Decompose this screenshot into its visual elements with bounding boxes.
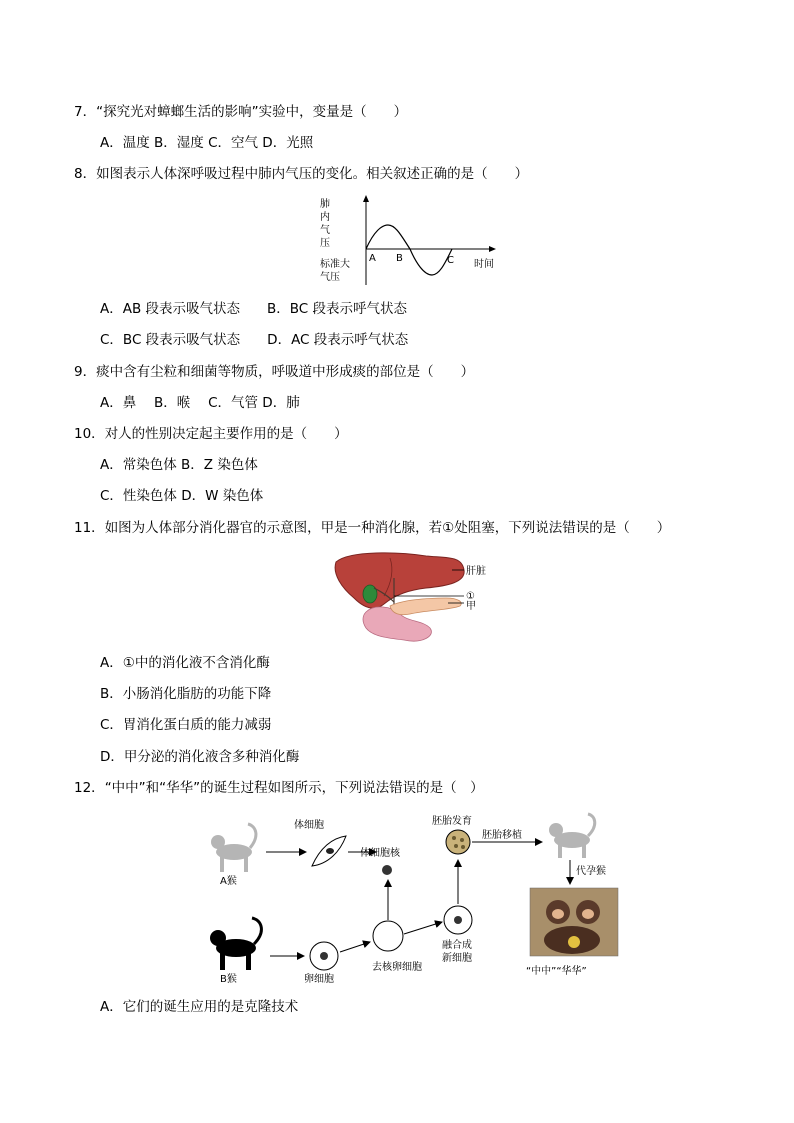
question-11-option-b: B．小肠消化脂肪的功能下降 <box>100 686 272 702</box>
label-fusion-1: 融合成 <box>442 940 472 951</box>
y-label-4: 压 <box>320 238 330 249</box>
point-b-label: B <box>396 253 403 264</box>
monkey-b-icon <box>210 918 261 970</box>
question-number: 12． <box>74 780 105 796</box>
point-a-label: A <box>369 253 376 264</box>
question-stem: 如图为人体部分消化器官的示意图，甲是一种消化腺，若①处阻塞，下列说法错误的是（ ） <box>104 520 671 536</box>
question-11-option-d: D．甲分泌的消化液含多种消化酶 <box>100 749 300 765</box>
question-9-options: A．鼻 B．喉 C．气管 D．肺 <box>100 395 300 411</box>
question-stem: 痰中含有尘粒和细菌等物质，呼吸道中形成痰的部位是（ ） <box>96 364 475 380</box>
question-7 <box>74 103 407 121</box>
label-babies: “中中”“华华” <box>526 966 587 977</box>
cloning-process-figure <box>196 808 626 988</box>
embryo-shape <box>446 830 470 854</box>
enucleated-egg-shape <box>373 921 403 951</box>
question-8-options-1: A．AB 段表示吸气状态 B．BC 段表示呼气状态 <box>100 301 408 317</box>
label-1: ① <box>466 591 475 602</box>
question-12-option-a: A．它们的诞生应用的是克隆技术 <box>100 999 299 1015</box>
pancreas-shape <box>390 598 461 615</box>
question-8-options-2: C．BC 段表示吸气状态 D．AC 段表示呼气状态 <box>100 332 409 348</box>
label-fusion-2: 新细胞 <box>442 953 472 964</box>
label-liver: 肝脏 <box>466 566 486 577</box>
label-somatic-nucleus: 体细胞核 <box>360 848 400 859</box>
question-8 <box>74 165 528 183</box>
question-stem: “中中”和“华华”的诞生过程如图所示，下列说法错误的是（ ） <box>104 780 484 796</box>
question-number: 8． <box>74 166 97 182</box>
question-10-options-2: C．性染色体 D．W 染色体 <box>100 488 264 504</box>
monkey-a-icon <box>211 824 256 872</box>
label-monkey-a: A猴 <box>220 876 237 887</box>
baseline-label-2: 气压 <box>320 272 340 283</box>
question-number: 11． <box>74 520 105 536</box>
surrogate-monkey-icon <box>549 814 595 858</box>
question-11-option-a: A．①中的消化液不含消化酶 <box>100 655 270 671</box>
point-c-label: C <box>447 255 454 266</box>
y-label-2: 内 <box>320 212 330 223</box>
label-egg-cell: 卵细胞 <box>304 974 334 985</box>
question-7-options: A．温度 B．湿度 C．空气 D．光照 <box>100 135 314 151</box>
label-surrogate: 代孕猴 <box>576 866 606 877</box>
somatic-nucleus-shape <box>382 865 392 875</box>
x-axis-label: 时间 <box>474 259 494 270</box>
label-monkey-b: B猴 <box>220 974 237 985</box>
question-number: 10． <box>74 426 105 442</box>
question-11-option-c: C．胃消化蛋白质的能力减弱 <box>100 717 272 733</box>
label-somatic-cell: 体细胞 <box>294 820 324 831</box>
baseline-label-1: 标准大 <box>320 259 350 270</box>
label-embryo-transfer: 胚胎移植 <box>482 830 522 841</box>
lung-pressure-figure <box>320 193 500 285</box>
y-label-3: 气 <box>320 225 330 236</box>
question-number: 9． <box>74 364 97 380</box>
question-stem: “探究光对蟑螂生活的影响”实验中，变量是（ ） <box>96 104 408 120</box>
question-11 <box>74 519 670 537</box>
y-label-1: 肺 <box>320 199 330 210</box>
question-10 <box>74 425 348 443</box>
label-jia: 甲 <box>466 601 476 612</box>
question-10-options-1: A．常染色体 B．Z 染色体 <box>100 457 258 473</box>
question-stem: 如图表示人体深呼吸过程中肺内气压的变化。相关叙述正确的是（ ） <box>96 166 529 182</box>
label-embryo-dev: 胚胎发育 <box>432 816 472 827</box>
question-number: 7． <box>74 104 97 120</box>
question-9 <box>74 363 474 381</box>
question-12 <box>74 779 484 797</box>
digestive-organs-figure <box>330 548 500 644</box>
question-stem: 对人的性别决定起主要作用的是（ ） <box>104 426 348 442</box>
gallbladder-shape <box>363 585 377 603</box>
pressure-curve <box>366 225 452 275</box>
label-enucleated-egg: 去核卵细胞 <box>372 962 422 973</box>
